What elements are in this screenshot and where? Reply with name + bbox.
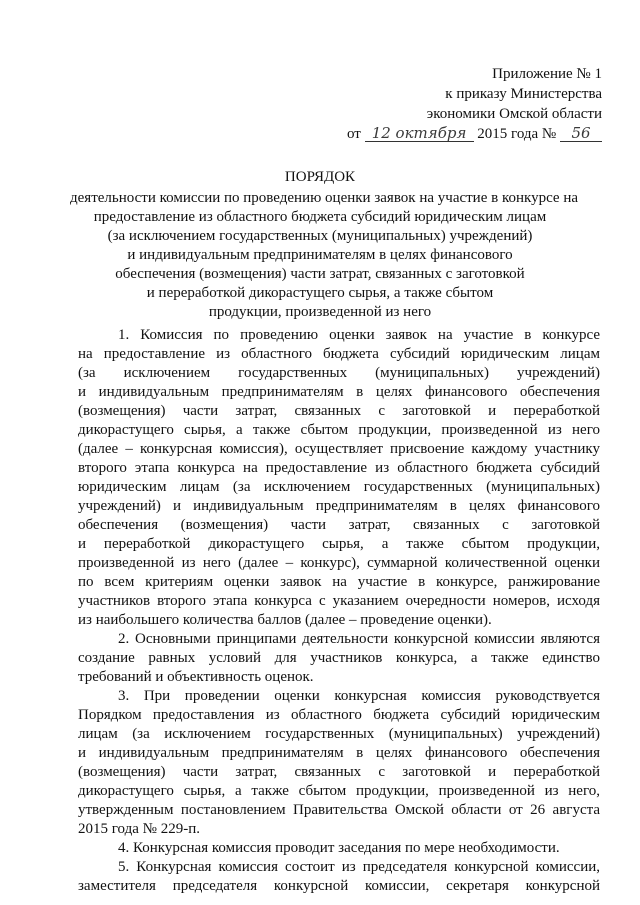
handwritten-date: 12 октября bbox=[365, 125, 474, 142]
text-line: 4. Конкурсная комиссия проводит заседания по мере необходимости. bbox=[118, 840, 560, 856]
text-line: утвержденным постановлением Правительства Омской области от 26 августа bbox=[78, 802, 600, 818]
document-title bbox=[70, 168, 579, 322]
text-line: участников второго этапа конкурса с указанием очередности номеров, исходя bbox=[78, 593, 600, 609]
text-line: 5. Конкурсная комиссия состоит из председателя конкурсной комиссии, bbox=[118, 859, 600, 875]
appendix-line-3: экономики Омской области bbox=[426, 106, 602, 122]
text-line: обеспечения (возмещения) части затрат, связанных с заготовкой bbox=[78, 517, 600, 533]
title-line: и индивидуальным предпринимателям в целях финансового bbox=[127, 247, 513, 263]
appendix-header bbox=[342, 64, 602, 144]
paragraph-3 bbox=[78, 687, 600, 839]
text-line: 2. Основными принципами деятельности конкурсной комиссии являются bbox=[118, 631, 600, 647]
text-line: (за исключением государственных (муниципальных) учреждений) bbox=[78, 365, 600, 381]
text-line: Порядком предоставления из областного бюджета субсидий юридическим bbox=[78, 707, 600, 723]
title-line: деятельности комиссии по проведению оценки заявок на участие в конкурсе на bbox=[70, 190, 579, 206]
title-heading: ПОРЯДОК bbox=[284, 169, 356, 185]
appendix-line-1: Приложение № 1 bbox=[492, 66, 602, 82]
text-line: (далее – конкурсная комиссия), осуществляет присвоение каждому участнику bbox=[78, 441, 600, 457]
appendix-line-2: к приказу Министерства bbox=[445, 86, 602, 102]
title-line: продукции, произведенной из него bbox=[208, 304, 432, 320]
text-line: второго этапа конкурса на предоставление из областного бюджета субсидий bbox=[78, 460, 600, 476]
title-line: (за исключением государственных (муниципальных) учреждений) bbox=[107, 228, 533, 244]
text-line: по всем критериям оценки заявок на участие в конкурсе, ранжирование bbox=[78, 574, 600, 590]
text-line: на предоставление из областного бюджета субсидий юридическим лицам bbox=[78, 346, 600, 362]
title-line: предоставление из областного бюджета субсидий юридическим лицам bbox=[93, 209, 547, 225]
paragraph-2 bbox=[78, 630, 600, 687]
paragraph-1 bbox=[78, 326, 600, 630]
text-line: произведенной из него (далее – конкурс), суммарной количественной оценки bbox=[78, 555, 600, 571]
text-line: лицам (за исключением государственных (муниципальных) учреждений) bbox=[78, 726, 600, 742]
text-line: учреждений) и индивидуальным предпринимателям в целях финансового bbox=[78, 498, 600, 514]
text-line: дикорастущего сырья, а также сбытом продукции, произведенной из него, bbox=[78, 783, 600, 799]
document-body bbox=[78, 326, 600, 896]
text-line: заместителя председателя конкурсной комиссии, секретаря конкурсной bbox=[78, 878, 600, 894]
appendix-date-line bbox=[342, 124, 602, 144]
year-text: 2015 года № bbox=[477, 126, 557, 142]
title-line: и переработкой дикорастущего сырья, а также сбытом bbox=[146, 285, 494, 301]
handwritten-number: 56 bbox=[560, 125, 602, 142]
text-line: юридическим лицам (за исключением государственных (муниципальных) bbox=[78, 479, 600, 495]
text-line: 2015 года № 229-п. bbox=[78, 821, 200, 837]
text-line: дикорастущего сырья, а также сбытом продукции, произведенной из него bbox=[78, 422, 600, 438]
text-line: и индивидуальным предпринимателям в целях финансового обеспечения bbox=[78, 745, 600, 761]
text-line: из наибольшего количества баллов (далее – проведение оценки). bbox=[78, 612, 492, 628]
title-line: обеспечения (возмещения) части затрат, связанных с заготовкой bbox=[115, 266, 525, 282]
text-line: требований и объективность оценок. bbox=[78, 669, 314, 685]
text-line: 3. При проведении оценки конкурсная комиссия руководствуется bbox=[118, 688, 600, 704]
text-line: 1. Комиссия по проведению оценки заявок на участие в конкурсе bbox=[118, 327, 600, 343]
text-line: создание равных условий для участников конкурса, а также единство bbox=[78, 650, 600, 666]
text-line: (возмещения) части затрат, связанных с заготовкой и переработкой bbox=[78, 764, 600, 780]
text-line: и переработкой дикорастущего сырья, а также сбытом продукции, bbox=[78, 536, 600, 552]
paragraph-4 bbox=[78, 839, 600, 858]
date-prefix: от bbox=[346, 126, 361, 142]
text-line: (возмещения) части затрат, связанных с заготовкой и переработкой bbox=[78, 403, 600, 419]
paragraph-5 bbox=[78, 858, 600, 896]
text-line: и индивидуальным предпринимателям в целях финансового обеспечения bbox=[78, 384, 600, 400]
